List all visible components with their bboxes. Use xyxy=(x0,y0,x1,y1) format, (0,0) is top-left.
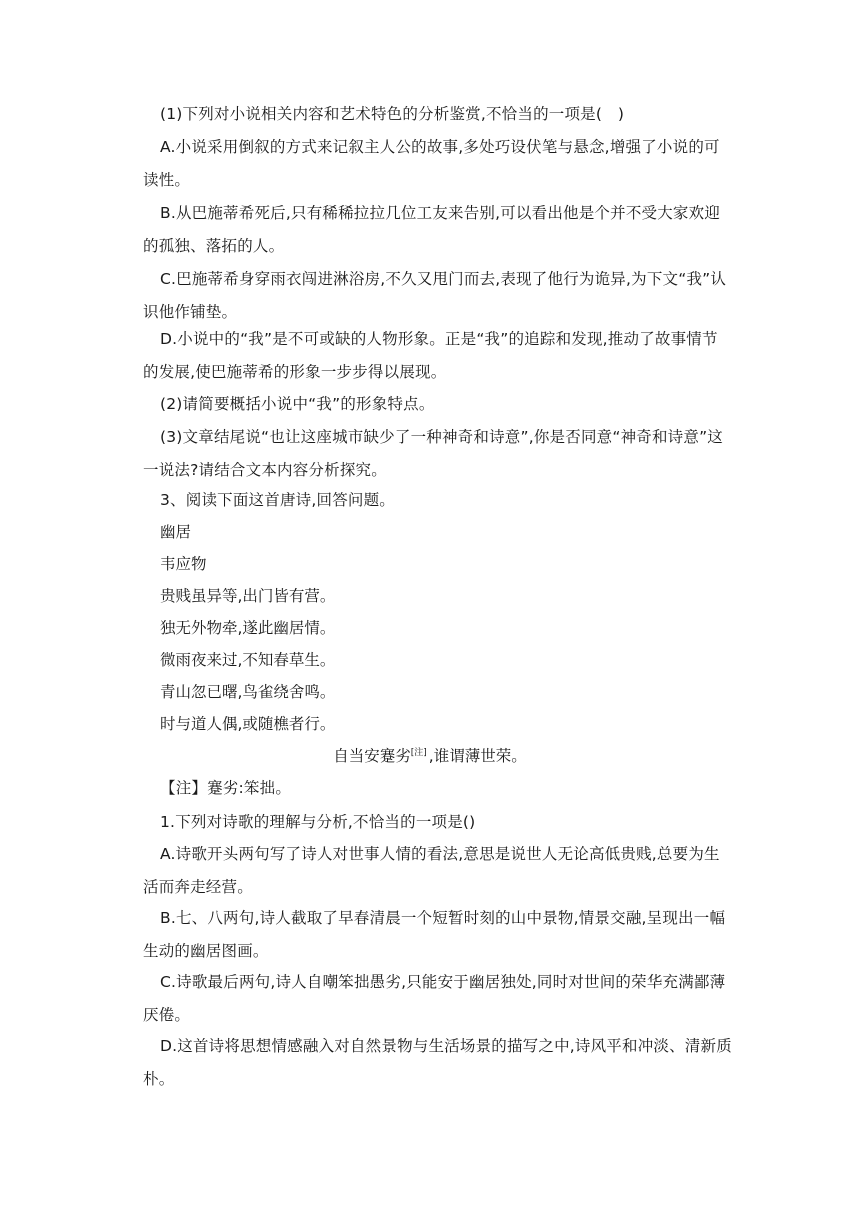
poem-option-a: A.诗歌开头两句写了诗人对世事人情的看法,意思是说世人无论高低贵贱,总要为生活而奔走经营。 xyxy=(143,845,720,896)
poem-option-d: D.这首诗将思想情感融入对自然景物与生活场景的描写之中,诗风平和冲淡、清新质朴。 xyxy=(143,1037,732,1088)
question-1-option-a: A.小说采用倒叙的方式来记叙主人公的故事,多处巧设伏笔与悬念,增强了小说的可读性。 xyxy=(143,138,720,189)
poem-line-1: 贵贱虽异等,出门皆有营。 xyxy=(160,587,336,605)
question-2: (2)请简要概括小说中“我”的形象特点。 xyxy=(160,395,435,413)
poem-question-stem: 1.下列对诗歌的理解与分析,不恰当的一项是() xyxy=(160,813,476,831)
footnote-marker: [注] xyxy=(410,747,427,758)
question-1-option-b: B.从巴施蒂希死后,只有稀稀拉拉几位工友来告别,可以看出他是个并不受大家欢迎的孤独、落拓的人。 xyxy=(143,204,721,255)
poem-title: 幽居 xyxy=(160,523,192,541)
poem-line-2: 独无外物牵,遂此幽居情。 xyxy=(160,619,336,637)
poem-option-b: B.七、八两句,诗人截取了早春清晨一个短暂时刻的山中景物,情景交融,呈现出一幅生动的幽居图画。 xyxy=(143,909,726,960)
poem-line-3: 微雨夜来过,不知春草生。 xyxy=(160,651,336,669)
poem-note: 【注】蹇劣:笨拙。 xyxy=(160,779,292,797)
poem-line-6-part-a: 自当安蹇劣 xyxy=(333,747,411,765)
poem-line-6-part-b: ,谁谓薄世荣。 xyxy=(428,747,527,765)
question-1-option-c: C.巴施蒂希身穿雨衣闯进淋浴房,不久又甩门而去,表现了他行为诡异,为下文“我”认识他作铺垫。 xyxy=(143,270,727,321)
poem-author: 韦应物 xyxy=(160,555,207,573)
question-3: (3)文章结尾说“也让这座城市缺少了一种神奇和诗意”,你是否同意“神奇和诗意”这一说法?请结合文本内容分析探究。 xyxy=(143,428,724,479)
section-3-heading: 3、阅读下面这首唐诗,回答问题。 xyxy=(160,491,395,509)
question-1-stem: (1)下列对小说相关内容和艺术特色的分析鉴赏,不恰当的一项是( ) xyxy=(160,105,625,123)
poem-line-6 xyxy=(0,740,860,773)
poem-line-5: 时与道人偶,或随樵者行。 xyxy=(160,715,336,733)
question-1-option-d: D.小说中的“我”是不可或缺的人物形象。正是“我”的追踪和发现,推动了故事情节的发展,使巴施蒂希的形象一步步得以展现。 xyxy=(143,330,718,381)
poem-option-c: C.诗歌最后两句,诗人自嘲笨拙愚劣,只能安于幽居独处,同时对世间的荣华充满鄙薄厌倦。 xyxy=(143,973,726,1024)
poem-line-4: 青山忽已曙,鸟雀绕舍鸣。 xyxy=(160,683,336,701)
